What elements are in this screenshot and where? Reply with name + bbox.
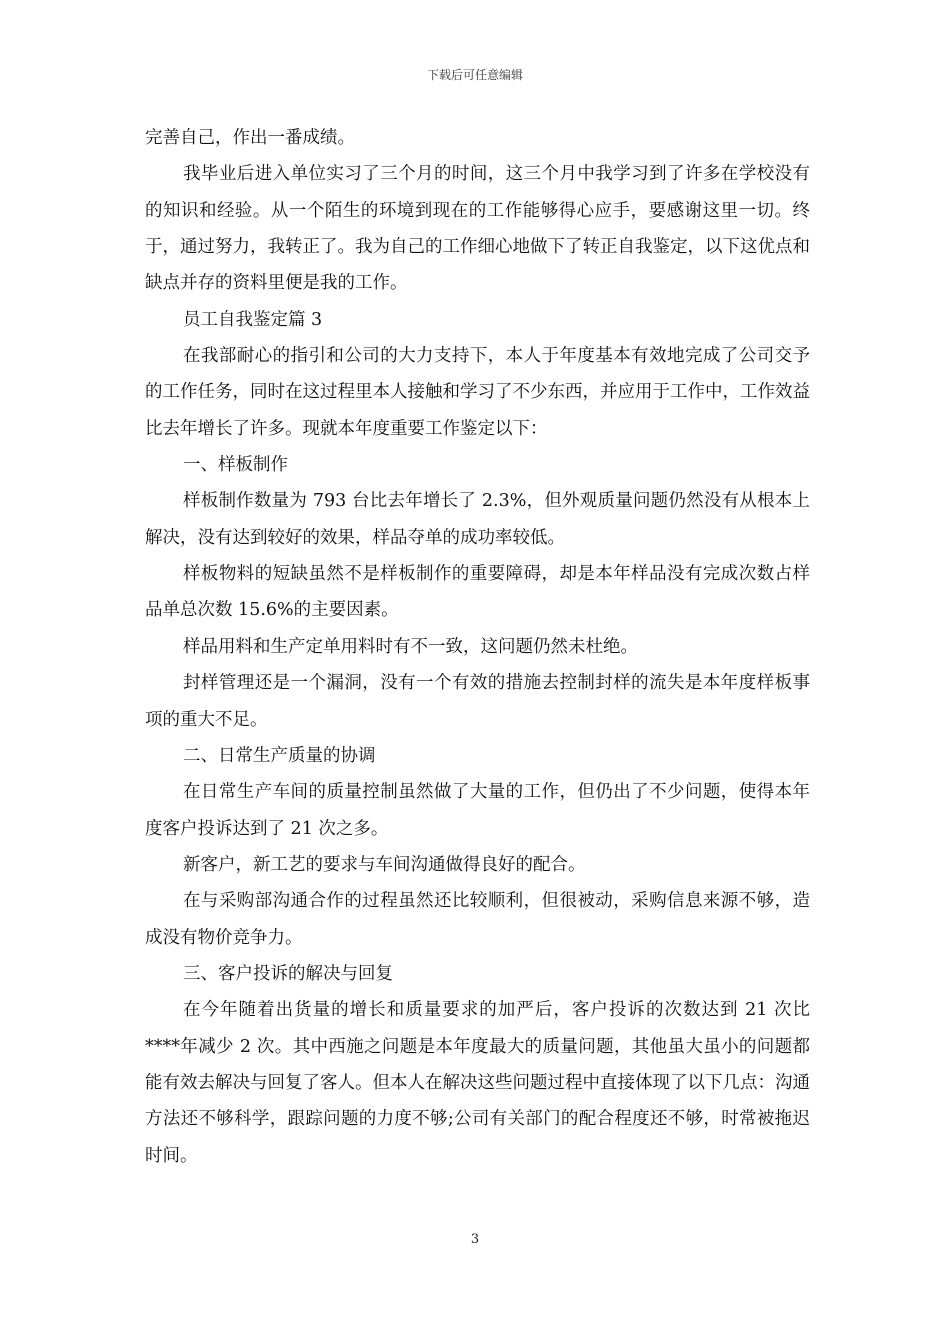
section-heading: 一、样板制作 [183, 455, 288, 476]
paragraph: 在日常生产车间的质量控制虽然做了大量的工作，但仍出了不少问题，使得本年度客户投诉达到了 21 次之多。 [145, 782, 810, 839]
section-heading: 二、日常生产质量的协调 [183, 745, 376, 766]
paragraph: 样品用料和生产定单用料时有不一致，这问题仍然未杜绝。 [183, 636, 638, 657]
paragraph: 完善自己，作出一番成绩。 [145, 128, 355, 148]
page-header: 下载后可任意编辑 [426, 68, 523, 82]
paragraph: 样板物料的短缺虽然不是样板制作的重要障碍，却是本年样品没有完成次数占样品单总次数 15.6%的主要因素。 [145, 564, 810, 621]
paragraph: 在与采购部沟通合作的过程虽然还比较顺利，但很被动，采购信息来源不够，造成没有物价竞争力。 [145, 891, 810, 948]
section-heading: 三、客户投诉的解决与回复 [183, 963, 393, 984]
paragraph: 封样管理还是一个漏洞，没有一个有效的措施去控制封样的流失是本年度样板事项的重大不足。 [145, 673, 810, 730]
paragraph: 样板制作数量为 793 台比去年增长了 2.3%，但外观质量问题仍然没有从根本上解决，没有达到较好的效果，样品夺单的成功率较低。 [145, 491, 810, 548]
paragraph: 在今年随着出货量的增长和质量要求的加严后，客户投诉的次数达到 21 次比****年减少 2 次。其中西施之问题是本年度最大的质量问题，其他虽大虽小的问题都能有效去解决与回复了客人。但本人在解决这些问题过程中直接体现了以下几点：沟通方法还不够科学，跟踪问题的力度不够;公司有关部门的配合程度还不够，时常被拖迟时间。 [145, 1000, 810, 1166]
paragraph: 新客户，新工艺的要求与车间沟通做得良好的配合。 [183, 854, 586, 875]
page-number: 3 [470, 1232, 480, 1247]
paragraph: 我毕业后进入单位实习了三个月的时间，这三个月中我学习到了许多在学校没有的知识和经验。从一个陌生的环境到现在的工作能够得心应手，要感谢这里一切。终于，通过努力，我转正了。我为自己的工作细心地做下了转正自我鉴定，以下这优点和缺点并存的资料里便是我的工作。 [145, 164, 810, 294]
section-heading: 员工自我鉴定篇 3 [183, 309, 323, 330]
document-body [145, 120, 810, 1174]
paragraph: 在我部耐心的指引和公司的大力支持下，本人于年度基本有效地完成了公司交予的工作任务，同时在这过程里本人接触和学习了不少东西，并应用于工作中，工作效益比去年增长了许多。现就本年度重要工作鉴定以下： [145, 346, 810, 439]
